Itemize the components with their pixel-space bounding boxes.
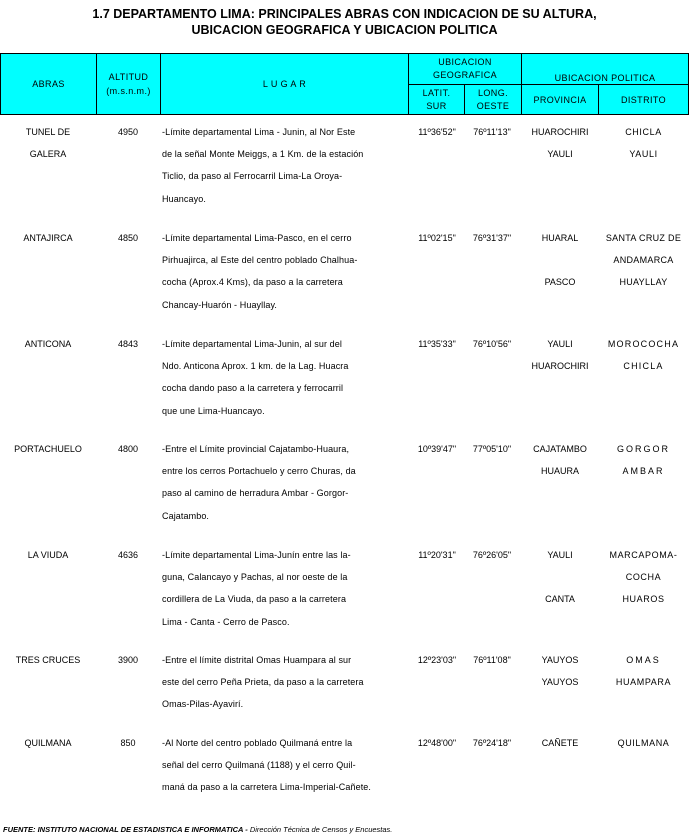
lugar-description: -Límite departamental Lima-Junin, al sur del Ndo. Anticona Aprox. 1 km. de la Lag. Huacra cocha dando paso a la carretera y ferrocarril que une Lima-Huancayo. (162, 339, 349, 416)
distrito-value: OMAS HUAMPARA (615, 655, 672, 688)
latitud-value: 10º39'47" (417, 444, 457, 454)
abra-name: LA VIUDA (27, 550, 69, 560)
abra-name: QUILMANA (24, 738, 72, 748)
footnote-source: FUENTE: INSTITUTO NACIONAL DE ESTADISTICA E INFORMATICA - (3, 825, 250, 834)
longitud-value: 76º26'05" (472, 550, 512, 560)
altitud-value: 4850 (117, 233, 139, 243)
header-altitud: ALTITUD (m.s.n.m.) (96, 53, 161, 115)
latitud-value: 11º02'15" (418, 233, 456, 243)
lugar-description: -Entre el límite distrital Omas Huampara al sur este del cerro Peña Prieta, da paso a la carretera Omas-Pilas-Ayavirí. (162, 655, 364, 710)
distrito-value: MARCAPOMA- COCHA HUAROS (609, 550, 678, 605)
source-footnote (3, 825, 392, 834)
abra-name: ANTAJIRCA (23, 233, 73, 243)
title-line-2: UBICACION GEOGRAFICA Y UBICACION POLITICA (191, 23, 498, 37)
title-line-1: 1.7 DEPARTAMENTO LIMA: PRINCIPALES ABRAS CON INDICACION DE SU ALTURA, (92, 7, 597, 21)
provincia-value: CAJATAMBO HUAURA (533, 444, 587, 477)
longitud-value: 76º11'13" (473, 127, 511, 137)
altitud-value: 4950 (117, 127, 139, 137)
longitud-value: 76º31'37" (472, 233, 512, 243)
altitud-value: 4843 (117, 339, 139, 349)
header-ubicacion-geografica: UBICACION GEOGRAFICA (408, 53, 522, 85)
longitud-value: 77º05'10" (472, 444, 512, 454)
abra-name: TRES CRUCES (15, 655, 81, 665)
header-longitud: LONG. OESTE (464, 84, 522, 115)
distrito-value: CHICLA YAULI (625, 127, 662, 160)
latitud-value: 12º23'03" (417, 655, 457, 665)
header-latitud: LATIT. SUR (408, 84, 465, 115)
abra-name: PORTACHUELO (14, 444, 82, 454)
longitud-value: 76º11'08" (473, 655, 511, 665)
altitud-value: 850 (120, 738, 136, 748)
lugar-description: -Límite departamental Lima-Junín entre las la- guna, Calancayo y Pachas, al nor oeste de la cordillera de La Viuda, da paso a la carretera Lima - Canta - Cerro de Pasco. (162, 550, 351, 627)
altitud-value: 4636 (117, 550, 139, 560)
distrito-value: GORGOR AMBAR (616, 444, 670, 477)
provincia-value: YAUYOS YAUYOS (541, 655, 579, 688)
latitud-value: 11º35'33" (418, 339, 456, 349)
header-provincia: PROVINCIA (521, 84, 599, 115)
lugar-description: -Límite departamental Lima-Pasco, en el cerro Pirhuajirca, al Este del centro poblado Chalhua- cocha (Aprox.4 Kms), da paso a la carretera Chancay-Huarón - Huayllay. (162, 233, 358, 310)
abra-name: ANTICONA (24, 339, 72, 349)
provincia-value: YAULI CANTA (545, 550, 575, 605)
distrito-value: MOROCOCHA CHICLA (607, 339, 680, 372)
longitud-value: 76º10'56" (472, 339, 512, 349)
page-title (0, 6, 689, 38)
altitud-value: 4800 (117, 444, 139, 454)
footnote-office: Dirección Técnica de Censos y Encuestas. (249, 825, 393, 834)
provincia-value: HUARAL PASCO (541, 233, 579, 288)
distrito-value: QUILMANA (617, 738, 670, 748)
latitud-value: 12º48'00" (417, 738, 457, 748)
provincia-value: CAÑETE (541, 738, 579, 748)
header-lugar: L U G A R (160, 53, 409, 115)
distrito-value: SANTA CRUZ DE ANDAMARCA HUAYLLAY (605, 233, 682, 288)
latitud-value: 11º20'31" (418, 550, 456, 560)
lugar-description: -Al Norte del centro poblado Quilmaná entre la señal del cerro Quilmaná (1188) y el cerro Quil- maná da paso a la carretera Lima-Imperial-Cañete. (162, 738, 371, 793)
header-ubicacion-politica: UBICACION POLITICA (521, 53, 689, 85)
longitud-value: 76º24'18" (472, 738, 512, 748)
lugar-description: -Entre el Límite provincial Cajatambo-Huaura, entre los cerros Portachuelo y cerro Churas, da paso al camino de herradura Ambar - Gorgor- Cajatambo. (162, 444, 356, 521)
provincia-value: HUAROCHIRI YAULI (531, 127, 589, 160)
altitud-value: 3900 (117, 655, 139, 665)
header-abras: ABRAS (0, 53, 97, 115)
header-distrito: DISTRITO (598, 84, 689, 115)
latitud-value: 11º36'52" (418, 127, 456, 137)
provincia-value: YAULI HUAROCHIRI (531, 339, 589, 372)
abra-name: TUNEL DE GALERA (25, 127, 71, 160)
lugar-description: -Límite departamental Lima - Junin, al Nor Este de la señal Monte Meiggs, a 1 Km. de la estación Ticlio, da paso al Ferrocarril Lima-La Oroya- Huancayo. (162, 127, 364, 204)
